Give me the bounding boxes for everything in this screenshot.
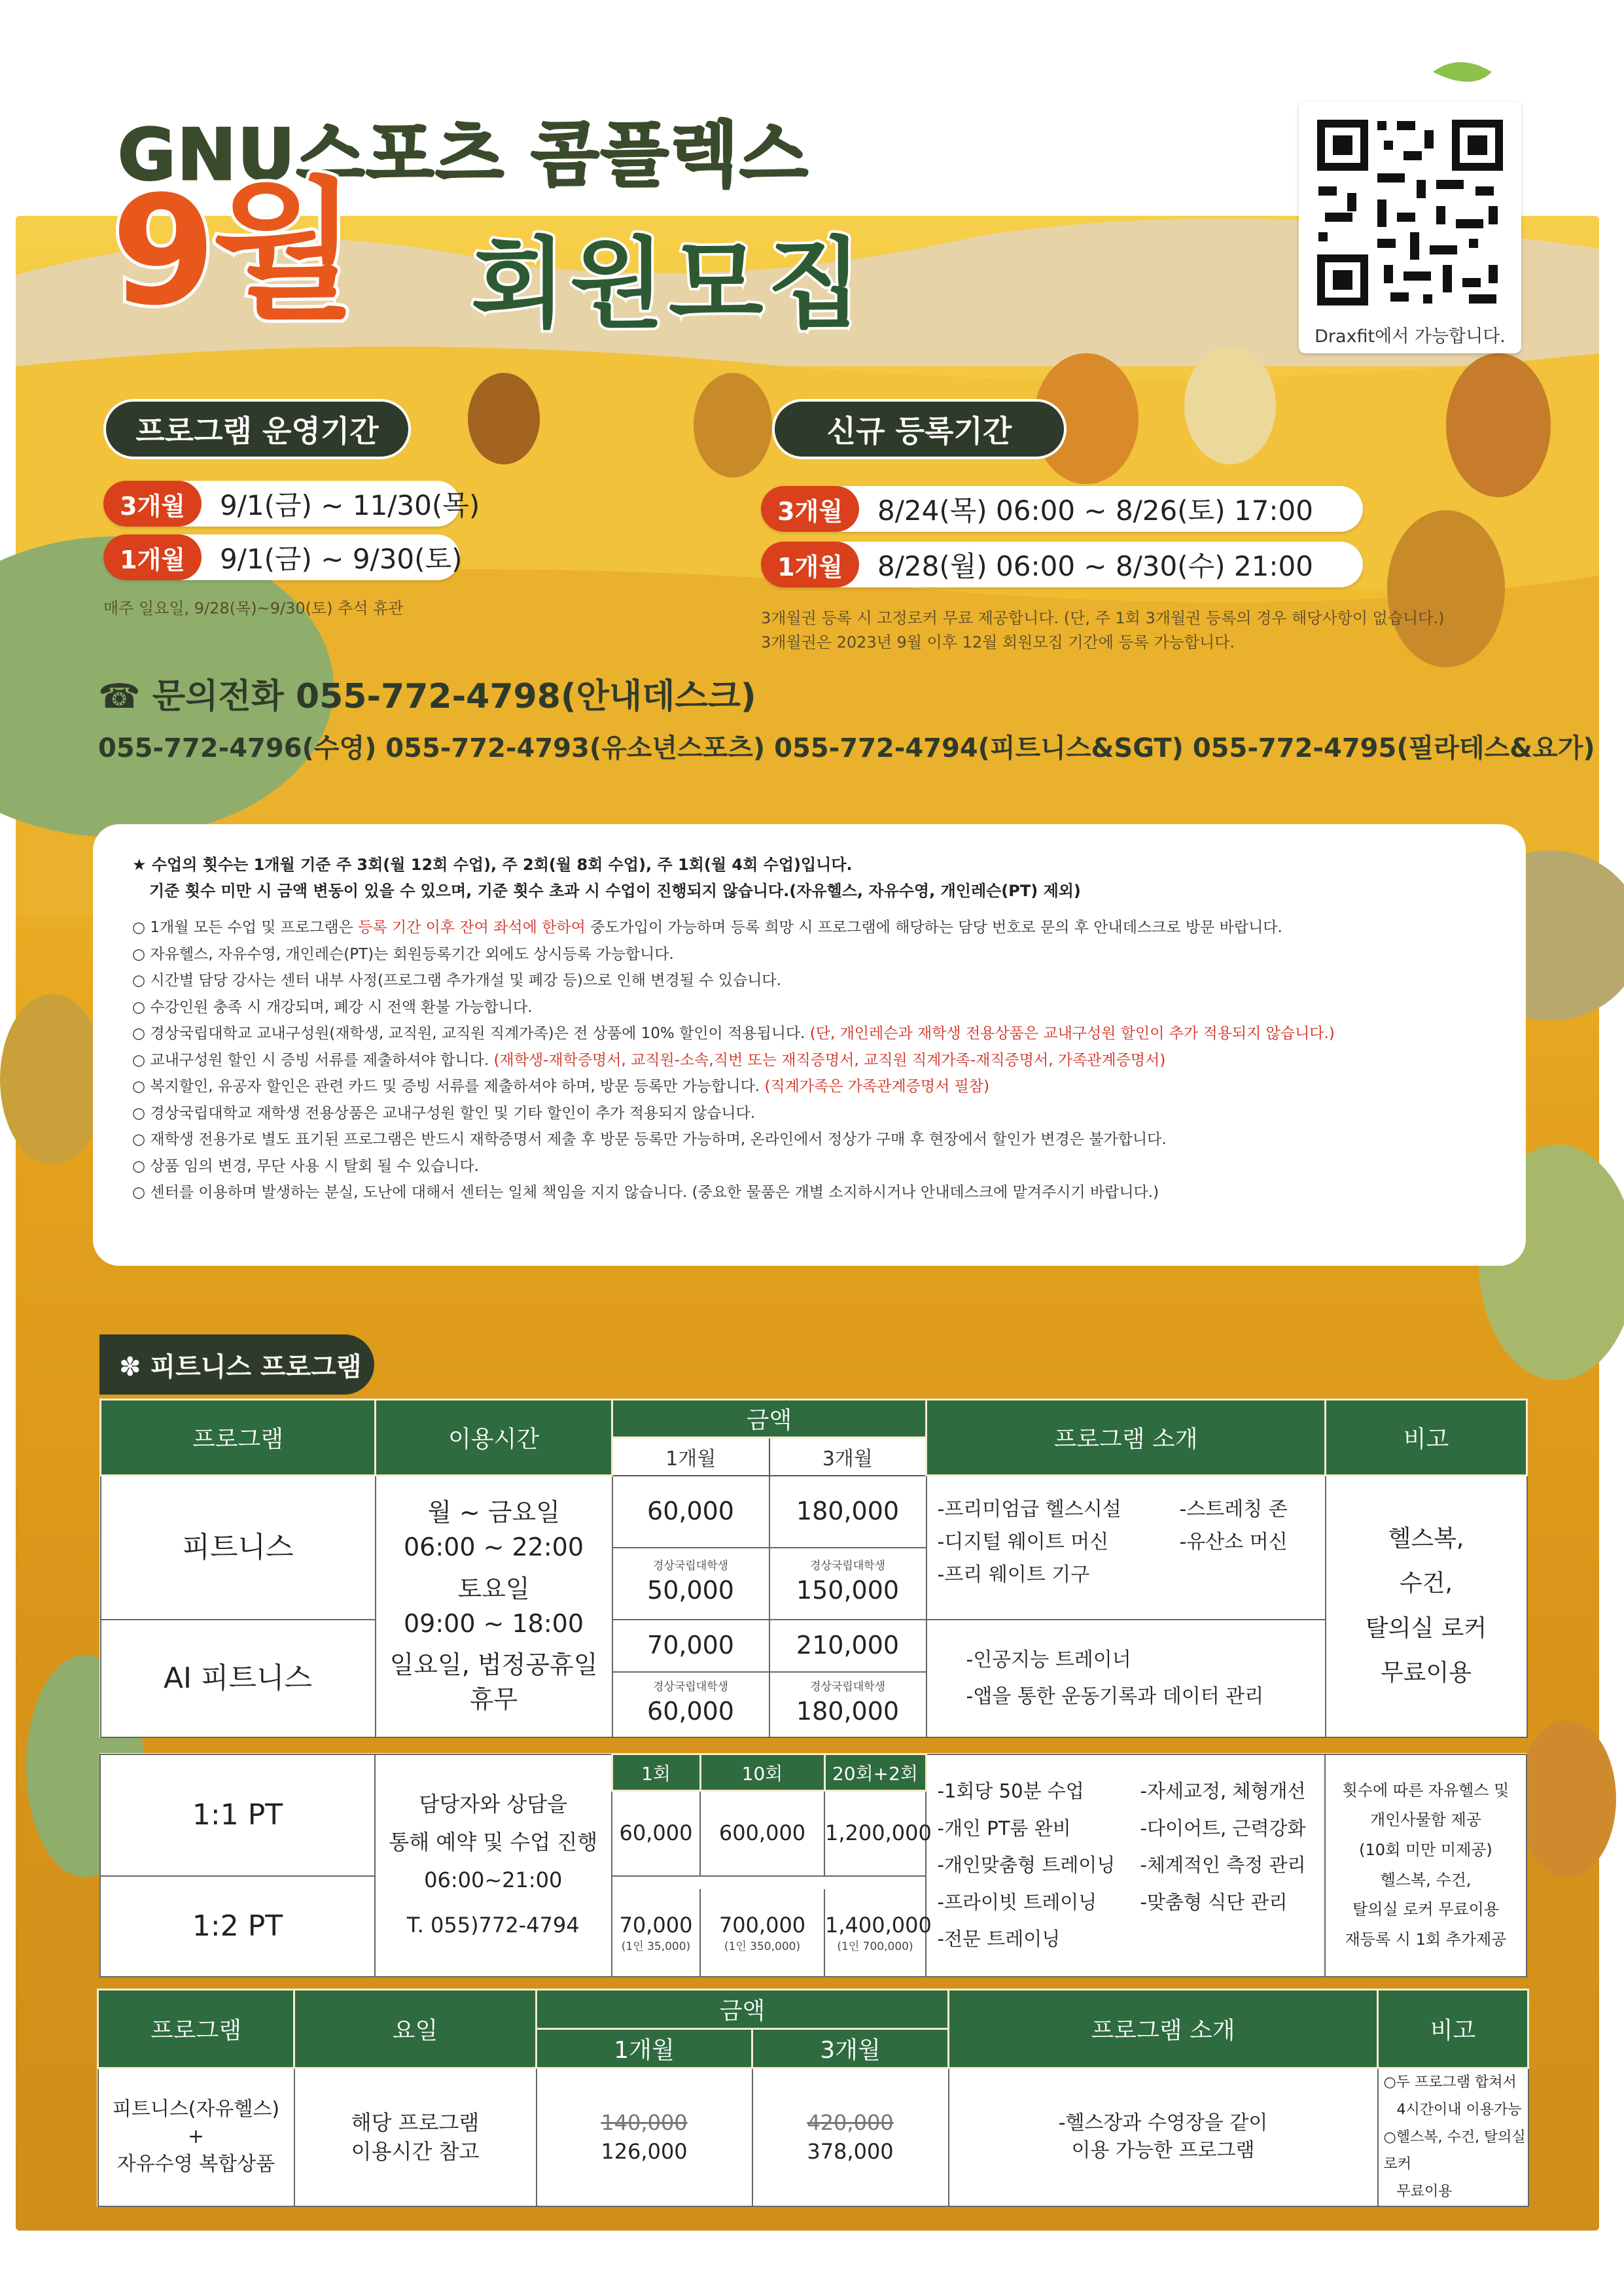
student-price-cell: [612, 1548, 769, 1620]
student-price: 60,000: [647, 1696, 734, 1726]
operation-period-label: 프로그램 운영기간: [103, 399, 411, 459]
notice-highlight: (재학생-재학증명서, 교직원-소속,직번 또는 재직증명서, 교직원 직계가족-재직증명서, 가족관계증명서): [493, 1051, 1166, 1069]
student-label: 경상국립대학생: [810, 1680, 885, 1694]
intro-line: -헬스장과 수영장을 같이: [1058, 2112, 1268, 2135]
fitness-intro: [927, 1476, 1326, 1620]
main-phone[interactable]: ☎ 문의전화 055-772-4798(안내데스크): [98, 677, 756, 716]
col-intro: 프로그램 소개: [927, 1400, 1326, 1476]
col-1month: 1개월: [537, 2029, 752, 2068]
qr-code-box[interactable]: [1299, 101, 1521, 353]
student-price-cell: [769, 1548, 927, 1620]
operation-1month-dates: 9/1(금) ~ 9/30(토): [220, 543, 463, 575]
operation-row-1month: [103, 534, 463, 580]
registration-3month-dates: 8/24(목) 06:00 ~ 8/26(토) 17:00: [877, 495, 1313, 527]
tag-3month: 3개월: [103, 481, 202, 527]
note-line: 탈의실 로커: [1365, 1614, 1487, 1642]
intro-item: -디지털 웨이트 머신: [937, 1531, 1109, 1554]
price-cell: 180,000: [769, 1476, 927, 1548]
notice-text: ○ 경상국립대학교 교내구성원(재학생, 교직원, 교직원 직계가족)은 전 상품에 10% 할인이 적용됩니다.: [132, 1025, 810, 1042]
col-day: 요일: [294, 1990, 537, 2068]
notice-highlight: 등록 기간 이후 잔여 좌석에 한하여: [358, 919, 586, 936]
notice-text: ○ 1개월 모든 수업 및 프로그램은: [132, 919, 359, 936]
qr-caption: Draxfit에서 가능합니다.: [1315, 326, 1506, 347]
hours-line: 06:00~21:00: [424, 1867, 563, 1892]
notice-highlight: (직계가족은 가족관계증명서 필참): [764, 1078, 990, 1095]
student-label: 경상국립대학생: [653, 1559, 728, 1573]
name-line: 피트니스(자유헬스): [112, 2098, 280, 2121]
notice-highlight: (단, 개인레슨과 재학생 전용상품은 교내구성원 할인이 추가 적용되지 않습니다.): [809, 1025, 1335, 1042]
intro-item: -자세교정, 체형개선: [1140, 1780, 1306, 1803]
page-title: GNU스포츠 콤플렉스: [118, 114, 809, 196]
tag-3month: 3개월: [761, 486, 859, 532]
intro-item: -프리 웨이트 기구: [937, 1563, 1090, 1586]
month-heading: 9월: [111, 164, 354, 339]
combo-program-name: [98, 2068, 294, 2206]
notice-item: ○ 경상국립대학교 재학생 전용상품은 교내구성원 할인 및 기타 할인이 추가 적용되지 않습니다.: [132, 1104, 756, 1122]
hours-line: 06:00 ~ 22:00: [403, 1533, 584, 1562]
name-line: 자유수영 복합상품: [116, 2153, 275, 2176]
recruit-heading: 회원모집: [471, 228, 866, 341]
price-cell: 600,000: [700, 1791, 824, 1876]
note-line: 헬스복,: [1388, 1525, 1464, 1552]
notice-star-line: ★ 수업의 횟수는 1개월 기준 주 3회(월 12회 수업), 주 2회(월 8회 수업), 주 1회(월 4회 수업)입니다.: [132, 856, 853, 874]
note-line: (10회 미만 미제공): [1359, 1840, 1492, 1859]
student-price: 150,000: [796, 1575, 900, 1605]
fitness-hours: [376, 1476, 612, 1737]
intro-item: -체계적인 측정 관리: [1140, 1854, 1306, 1877]
notice-item: ○ 수강인원 충족 시 개강되며, 폐강 시 전액 환불 가능합니다.: [132, 998, 533, 1016]
hours-line: 09:00 ~ 18:00: [403, 1609, 584, 1638]
pt-price-table: [99, 1753, 1527, 1977]
combo-intro: [949, 2068, 1378, 2206]
intro-item: -프라이빗 트레이닝: [937, 1890, 1097, 1913]
col-program: 프로그램: [101, 1400, 376, 1476]
intro-item: -프리미엄급 헬스시설: [937, 1498, 1121, 1521]
notice-item: ○ 시간별 담당 강사는 센터 내부 사정(프로그램 추가개설 및 폐강 등)으로 인해 변경될 수 있습니다.: [132, 972, 781, 989]
col-1month: 1개월: [612, 1438, 769, 1476]
intro-item: -앱을 통한 운동기록과 데이터 관리: [966, 1684, 1264, 1708]
notice-item: ○ 재학생 전용가로 별도 표기된 프로그램은 반드시 재학증명서 제출 후 방문 등록만 가능하며, 온라인에서 정상가 구매 후 현장에서 할인가 변경은 불가합니다.: [132, 1131, 1167, 1148]
pt-hours: [375, 1754, 612, 1977]
registration-note-2: 3개월권은 2023년 9월 이후 12월 회원모집 기간에 등록 가능합니다.: [761, 633, 1235, 652]
note-line: 개인사물함 제공: [1370, 1811, 1481, 1830]
col-note: 비고: [1378, 1990, 1528, 2068]
intro-item: -맞춤형 식단 관리: [1140, 1890, 1288, 1913]
hours-line: 통해 예약 및 수업 진행: [389, 1829, 598, 1854]
note-line: ○두 프로그램 합쳐서: [1383, 2074, 1517, 2091]
notice-text: ○ 교내구성원 할인 시 증빙 서류를 제출하셔야 합니다.: [132, 1051, 494, 1069]
notice-item: ○ 상품 임의 변경, 무단 사용 시 탈회 될 수 있습니다.: [132, 1157, 479, 1175]
pt-note: [1325, 1754, 1527, 1977]
hours-line: 월 ~ 금요일: [427, 1498, 560, 1527]
notice-box: [93, 824, 1526, 1266]
note-line: ○헬스복, 수건, 탈의실 로커: [1383, 2129, 1526, 2173]
note-line: 수건,: [1400, 1570, 1453, 1597]
pt2-price-cell: [824, 1889, 932, 1977]
per-person-price: (1인 700,000): [837, 1940, 913, 1954]
intro-item: -1회당 50분 수업: [937, 1780, 1084, 1803]
fitness-price-table: [99, 1399, 1528, 1738]
tag-1month: 1개월: [761, 542, 859, 587]
registration-row-3month: [761, 486, 1363, 532]
hours-line: 담당자와 상담을: [419, 1792, 568, 1817]
intro-item: -유산소 머신: [1179, 1531, 1288, 1554]
original-price: 420,000: [807, 2110, 894, 2135]
col-time: 이용시간: [376, 1400, 612, 1476]
price-cell: 60,000: [612, 1791, 700, 1876]
note-line: 탈의실 로커 무료이용: [1352, 1900, 1499, 1919]
spacer-cell: [612, 1876, 926, 1889]
notice-item: [132, 1020, 1487, 1047]
program-pt-1on2: 1:2 PT: [100, 1876, 375, 1977]
student-label: 경상국립대학생: [810, 1559, 885, 1573]
notice-star-line-2: 기준 횟수 미만 시 금액 변동이 있을 수 있으며, 기준 횟수 초과 시 수업이 진행되지 않습니다.(자유헬스, 자유수영, 개인레슨(PT) 제외): [149, 882, 1081, 900]
price-cell: 1,200,000: [824, 1791, 926, 1876]
combo-3month-price: [752, 2068, 949, 2206]
price: 70,000: [619, 1912, 693, 1938]
hours-line: T. 055)772-4794: [406, 1913, 580, 1938]
price: 1,400,000: [825, 1912, 932, 1938]
student-price-cell: [612, 1672, 769, 1737]
hours-line: 토요일: [457, 1574, 530, 1603]
student-price: 50,000: [647, 1575, 734, 1605]
intro-item: -스트레칭 존: [1179, 1498, 1288, 1521]
student-price: 180,000: [796, 1696, 900, 1726]
operation-3month-dates: 9/1(금) ~ 11/30(목): [220, 489, 480, 521]
discount-price: 378,000: [807, 2139, 894, 2165]
col-intro: 프로그램 소개: [949, 1990, 1378, 2068]
registration-row-1month: [761, 542, 1363, 587]
registration-note-1: 3개월권 등록 시 고정로커 무료 제공합니다. (단, 주 1회 3개월권 등록의 경우 해당사항이 없습니다.): [761, 609, 1445, 627]
pt-intro: [926, 1754, 1325, 1977]
col-program: 프로그램: [98, 1990, 294, 2068]
price-cell: 60,000: [612, 1476, 769, 1548]
combo-note: [1378, 2068, 1528, 2206]
intro-line: 이용 가능한 프로그램: [1071, 2139, 1255, 2163]
fitness-section-title: ✽ 피트니스 프로그램: [99, 1334, 374, 1395]
intro-item: -인공지능 트레이너: [966, 1648, 1131, 1671]
intro-item: -개인맞춤형 트레이닝: [937, 1854, 1116, 1877]
note-line: 무료이용: [1396, 2183, 1453, 2200]
student-label: 경상국립대학생: [653, 1680, 728, 1694]
program-pt-1on1: 1:1 PT: [100, 1754, 375, 1876]
price-cell: 210,000: [769, 1620, 927, 1672]
registration-1month-dates: 8/28(월) 06:00 ~ 8/30(수) 21:00: [877, 550, 1313, 582]
col-3month: 3개월: [769, 1438, 927, 1476]
notice-text: ○ 복지할인, 유공자 할인은 관련 카드 및 증빙 서류를 제출하셔야 하며, 방문 등록만 가능합니다.: [132, 1078, 765, 1095]
col-1session: 1회: [612, 1754, 700, 1791]
intro-item: -다이어트, 근력강화: [1140, 1817, 1306, 1839]
price-cell: 70,000: [612, 1620, 769, 1672]
per-person-price: (1인 35,000): [621, 1940, 691, 1954]
pt2-price-cell: [700, 1889, 824, 1977]
qr-code-icon: [1312, 114, 1508, 311]
pt2-price-cell: [612, 1889, 700, 1977]
notice-item: ○ 센터를 이용하며 발생하는 분실, 도난에 대해서 센터는 일체 책임을 지지 않습니다. (중요한 물품은 개별 소지하시거나 안내데스크에 맡겨주시기 바랍니다.): [132, 1184, 1159, 1201]
note-line: 무료이용: [1380, 1660, 1472, 1687]
original-price: 140,000: [601, 2110, 688, 2135]
intro-item: -전문 트레이닝: [937, 1928, 1061, 1951]
program-ai-fitness: AI 피트니스: [101, 1620, 376, 1737]
hours-line: 일요일, 법정공휴일: [389, 1650, 598, 1679]
col-price: 금액: [537, 1990, 949, 2029]
notice-item: [132, 1073, 1487, 1100]
col-10session: 10회: [700, 1754, 824, 1791]
name-line: +: [187, 2125, 205, 2149]
notice-item: ○ 자유헬스, 자유수영, 개인레슨(PT)는 회원등록기간 외에도 상시등록 가능합니다.: [132, 945, 674, 963]
note-line: 4시간이내 이용가능: [1396, 2101, 1522, 2118]
ai-fitness-intro: [927, 1620, 1326, 1737]
registration-period-label: 신규 등록기간: [772, 399, 1067, 459]
price: 700,000: [718, 1912, 806, 1938]
col-3month: 3개월: [752, 2029, 949, 2068]
combo-1month-price: [537, 2068, 752, 2206]
hours-line: 휴무: [469, 1685, 518, 1714]
notice-item: [132, 914, 1487, 941]
operation-note: 매주 일요일, 9/28(목)~9/30(토) 추석 휴관: [103, 599, 404, 617]
col-note: 비고: [1326, 1400, 1527, 1476]
fitness-note: [1326, 1476, 1527, 1737]
day-line: 해당 프로그램: [351, 2110, 480, 2135]
combo-day: [294, 2068, 537, 2206]
notice-item: [132, 1047, 1487, 1074]
tag-1month: 1개월: [103, 534, 202, 580]
program-fitness: 피트니스: [101, 1476, 376, 1620]
student-price-cell: [769, 1672, 927, 1737]
notice-text: 중도가입이 가능하며 등록 희망 시 프로그램에 해당하는 담당 번호로 문의 후 안내데스크로 방문 바랍니다.: [585, 919, 1282, 936]
discount-price: 126,000: [601, 2139, 688, 2165]
operation-row-3month: [103, 481, 480, 527]
note-line: 재등록 시 1회 추가제공: [1345, 1930, 1507, 1949]
day-line: 이용시간 참고: [351, 2139, 480, 2165]
intro-item: -개인 PT룸 완비: [937, 1817, 1071, 1839]
department-phones[interactable]: 055-772-4796(수영) 055-772-4793(유소년스포츠) 055-772-4794(피트니스&SGT) 055-772-4795(필라테스&요가): [98, 733, 1595, 763]
combo-price-table: [97, 1989, 1529, 2207]
per-person-price: (1인 350,000): [724, 1940, 801, 1954]
col-20session: 20회+2회: [824, 1754, 926, 1791]
note-line: 헬스복, 수건,: [1380, 1870, 1472, 1889]
col-price: 금액: [612, 1400, 927, 1438]
note-line: 횟수에 따른 자유헬스 및: [1342, 1781, 1509, 1800]
